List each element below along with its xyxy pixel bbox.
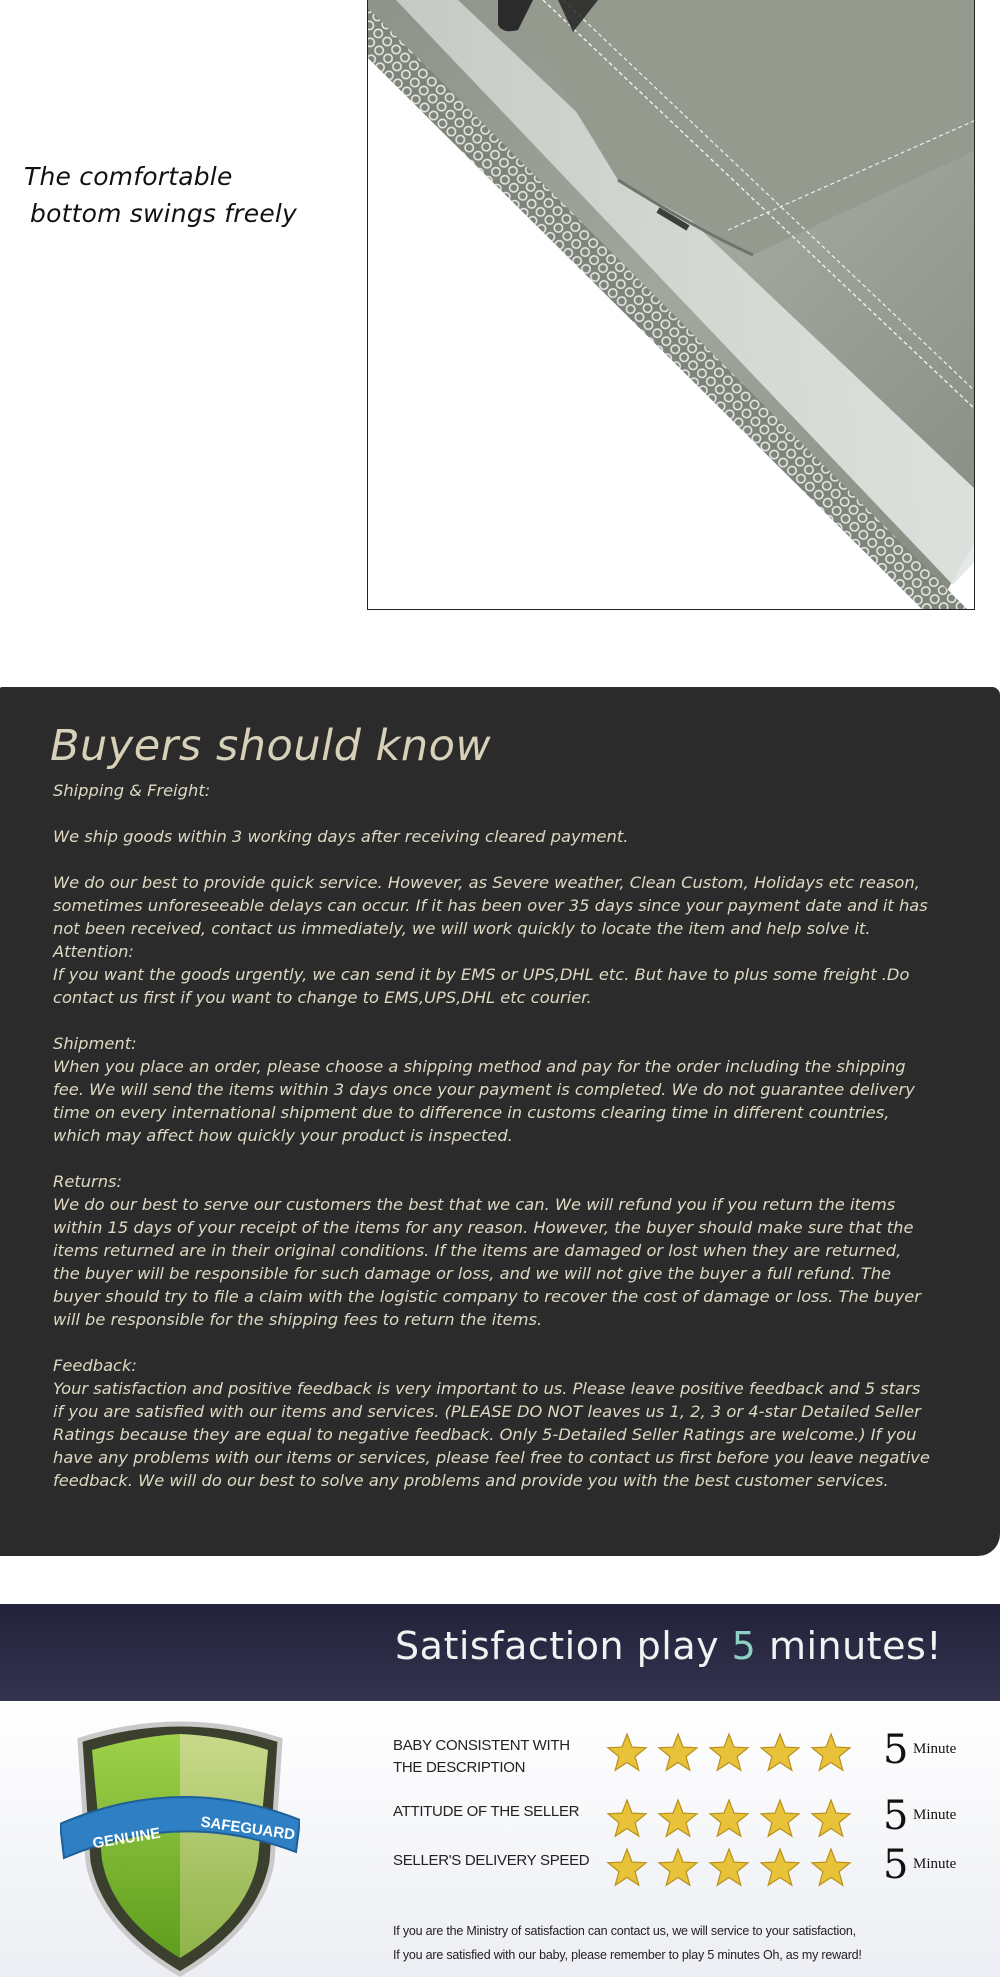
- rating-label: ATTITUDE OF THE SELLER: [393, 1803, 580, 1820]
- star-icon: [761, 1734, 799, 1770]
- footer-line-1: If you are the Ministry of satisfaction can contact us, we will service to your satisfaction,: [393, 1924, 856, 1938]
- star-icon: [659, 1849, 697, 1885]
- satisfaction-banner: [0, 1604, 1000, 1977]
- buyers-notice-title: Buyers should know: [50, 721, 492, 771]
- fabric-hem-illustration: [368, 0, 975, 610]
- notice-paragraph: We do our best to serve our customers the best that we can. We will refund you if you return the items within 15 days of your receipt of the items for any reason. However, the buyer should make sure that the items returned are in their original conditions. If the items are damaged or lost when they are returned, the buyer will be responsible for such damage or loss, and we will not give the buyer a full refund. The buyer should try to file a claim with the logistic company to recover the cost of damage or loss. The buyer will be responsible for the shipping fees to return the items.: [53, 1195, 921, 1329]
- star-icon: [659, 1734, 697, 1770]
- star-icon: [608, 1849, 646, 1885]
- buyers-notice-panel: [0, 687, 1000, 1556]
- rating-value: 5: [883, 1727, 909, 1773]
- footer-line-2: If you are satisfied with our baby, please remember to play 5 minutes Oh, as my reward!: [393, 1948, 862, 1962]
- star-rating: [605, 1731, 855, 1775]
- shield-ribbon-left: GENUINE: [91, 1824, 162, 1853]
- star-icon: [608, 1800, 646, 1836]
- rating-row: [393, 1727, 973, 1781]
- notice-paragraph: We ship goods within 3 working days after receiving cleared payment.: [53, 827, 629, 846]
- notice-heading-attention: Attention:: [53, 942, 134, 961]
- caption-line-2: bottom swings freely: [30, 199, 298, 228]
- notice-heading-shipping: Shipping & Freight:: [53, 781, 211, 800]
- rating-label: BABY CONSISTENT WITH THE DESCRIPTION: [393, 1737, 570, 1776]
- fabric-caption: [24, 158, 354, 232]
- title-prefix: Satisfaction play: [395, 1624, 732, 1668]
- notice-heading-feedback: Feedback:: [53, 1356, 137, 1375]
- fabric-hem-photo: [367, 0, 975, 610]
- star-icon: [710, 1800, 748, 1836]
- genuine-safeguard-shield-icon: [60, 1712, 300, 1977]
- rating-row: [393, 1793, 973, 1847]
- rating-value: 5: [883, 1842, 909, 1888]
- star-icon: [761, 1849, 799, 1885]
- fabric-section: [0, 0, 1000, 640]
- star-icon: [659, 1800, 697, 1836]
- notice-paragraph: Your satisfaction and positive feedback is very important to us. Please leave positive feedback and 5 stars if you are satisfied with our items and services. (PLEASE DO NOT leaves us 1, 2, 3 or 4-star Detailed Seller Ratings because they are equal to negative feedback. Only 5-Detailed Seller Ratings are welcome.) If you have any problems with our items or services, please feel free to contact us first before you leave negative feedback. We will do our best to solve any problems and provide you with the best customer services.: [53, 1379, 930, 1490]
- rating-unit: Minute: [913, 1807, 957, 1823]
- star-icon: [812, 1734, 850, 1770]
- notice-paragraph: If you want the goods urgently, we can send it by EMS or UPS,DHL etc. But have to plus some freight .Do contact us first if you want to change to EMS,UPS,DHL etc courier.: [53, 965, 910, 1007]
- satisfaction-header: [0, 1604, 1000, 1701]
- satisfaction-footer: [393, 1919, 993, 1967]
- rating-row: [393, 1842, 973, 1896]
- notice-heading-returns: Returns:: [53, 1172, 123, 1191]
- star-icon: [812, 1800, 850, 1836]
- rating-unit: Minute: [913, 1856, 957, 1872]
- shield-ribbon-right: SAFEGUARD: [199, 1813, 297, 1844]
- rating-unit: Minute: [913, 1741, 957, 1757]
- caption-line-1: The comfortable: [24, 162, 233, 191]
- buyers-notice-body: [53, 779, 933, 1492]
- star-icon: [710, 1734, 748, 1770]
- rating-value: 5: [883, 1793, 909, 1839]
- star-icon: [608, 1734, 646, 1770]
- notice-paragraph: When you place an order, please choose a shipping method and pay for the order including the shipping fee. We will send the items within 3 days once your payment is completed. We do not guarantee delivery time on every international shipment due to difference in customs clearing time in different countries, which may affect how quickly your product is inspected.: [53, 1057, 915, 1145]
- notice-heading-shipment: Shipment:: [53, 1034, 137, 1053]
- notice-paragraph: We do our best to provide quick service. However, as Severe weather, Clean Custom, Holidays etc reason, sometimes unforeseeable delays can occur. If it has been over 35 days since your payment date and it has not been received, contact us immediately, we will work quickly to locate the item and help solve it.: [53, 873, 928, 938]
- star-rating: [605, 1797, 855, 1841]
- star-icon: [812, 1849, 850, 1885]
- star-rating: [605, 1846, 855, 1890]
- satisfaction-title: [395, 1624, 942, 1668]
- rating-label: SELLER'S DELIVERY SPEED: [393, 1852, 590, 1869]
- star-icon: [761, 1800, 799, 1836]
- star-icon: [710, 1849, 748, 1885]
- title-suffix: minutes!: [756, 1624, 942, 1668]
- title-number: 5: [731, 1624, 757, 1668]
